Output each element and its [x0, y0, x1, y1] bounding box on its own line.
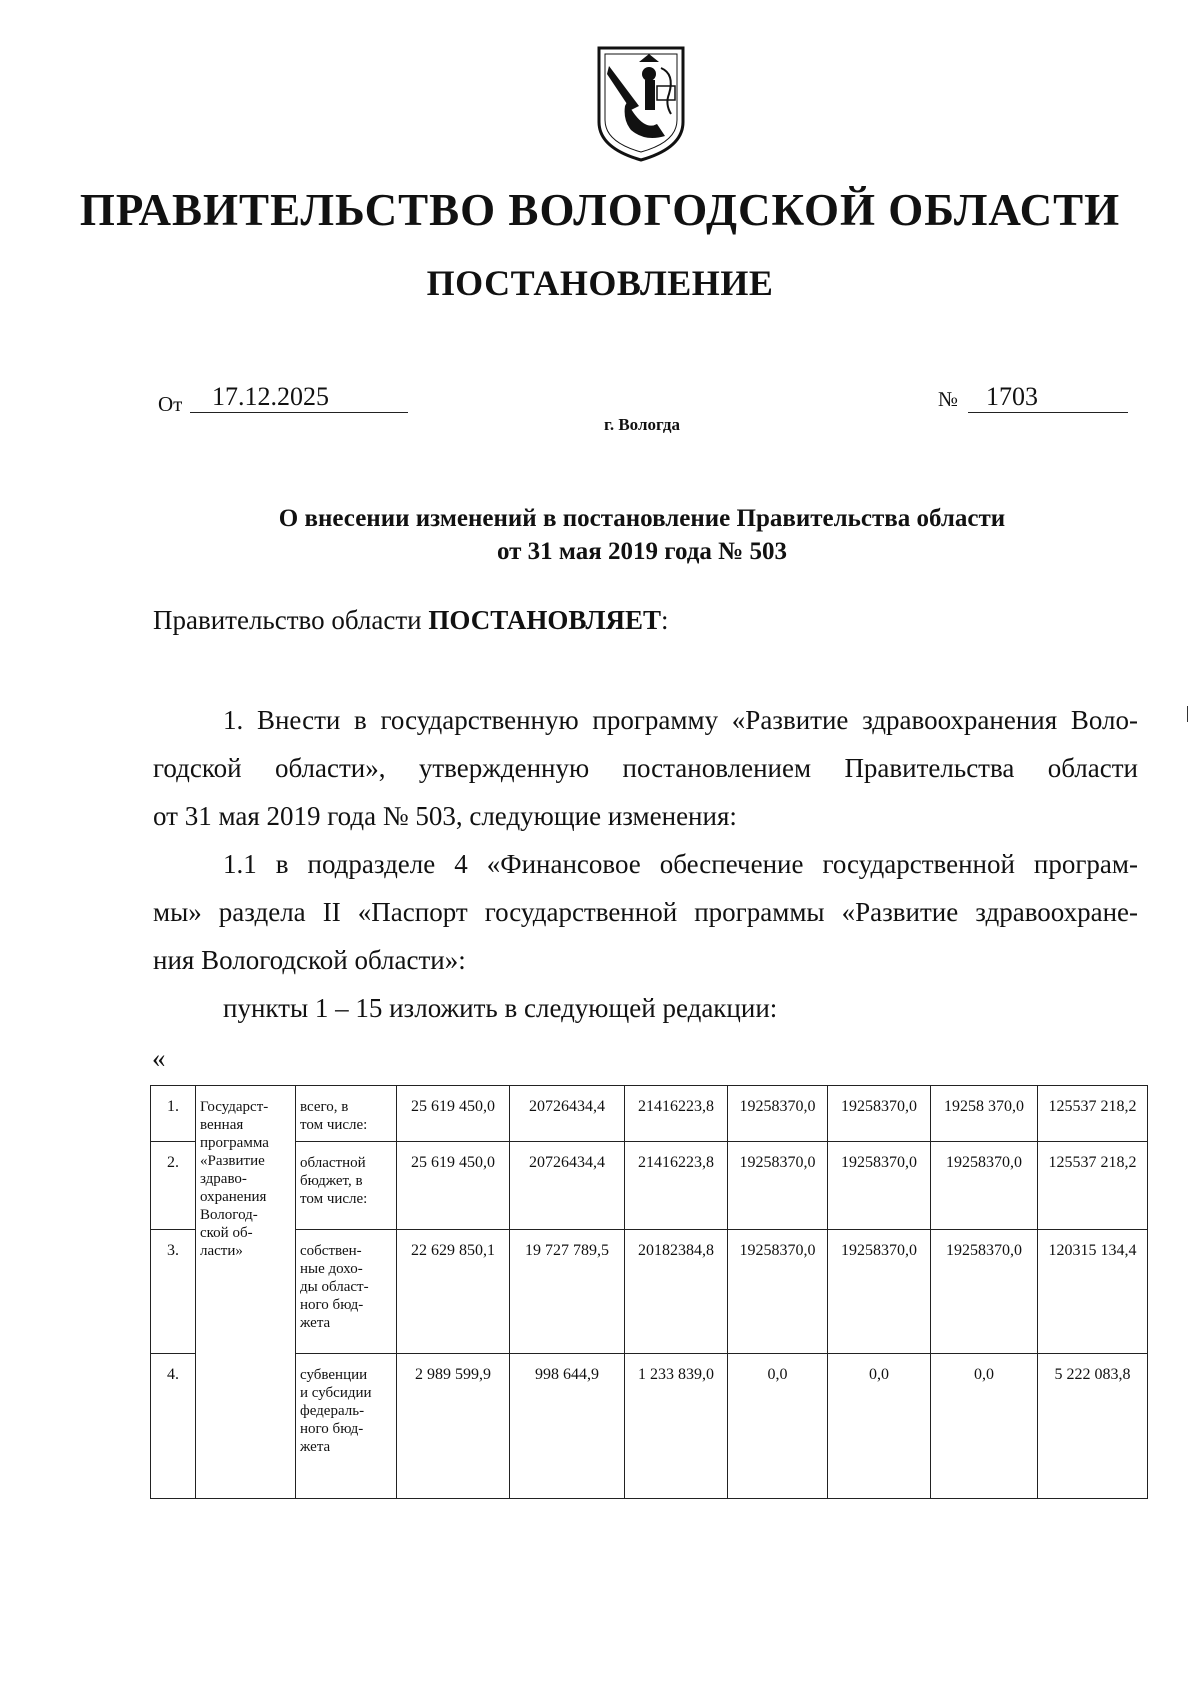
scan-edge-mark: [1187, 706, 1188, 722]
table-row: [151, 1354, 1148, 1499]
table-cell: 19258370,0: [728, 1230, 828, 1354]
table-cell: 21416223,8: [625, 1086, 728, 1142]
government-title: ПРАВИТЕЛЬСТВО ВОЛОГОДСКОЙ ОБЛАСТИ: [79, 185, 1121, 235]
table-row: [151, 1230, 1148, 1354]
table-cell: 25 619 450,0: [397, 1142, 510, 1230]
table-cell: 125537 218,2: [1038, 1142, 1148, 1230]
date-prefix: От: [158, 392, 183, 416]
table-cell: 2 989 599,9: [397, 1354, 510, 1499]
table-cell: 22 629 850,1: [397, 1230, 510, 1354]
document-subject: [0, 502, 1200, 568]
table-cell: 0,0: [828, 1354, 931, 1499]
paragraph-3: пункты 1 – 15 изложить в следующей редакции:: [223, 993, 778, 1023]
funding-source: субвенции и субсидии федераль- ного бюд- жета: [296, 1354, 397, 1499]
table-cell: 20726434,4: [510, 1142, 625, 1230]
table-cell: 19258370,0: [828, 1230, 931, 1354]
document-date: 17.12.2025: [190, 382, 408, 413]
table-cell: 19258 370,0: [931, 1086, 1038, 1142]
program-name: Государст- венная программа «Развитие здраво- охранения Вологод- ской об- ласти»: [196, 1086, 296, 1499]
table-cell: 19258370,0: [828, 1142, 931, 1230]
document-type: ПОСТАНОВЛЕНИЕ: [426, 263, 774, 303]
decree-prefix: Правительство области: [153, 605, 429, 635]
decree-word: ПОСТАНОВЛЯЕТ: [428, 605, 661, 635]
table-cell: 0,0: [728, 1354, 828, 1499]
table-cell: 120315 134,4: [1038, 1230, 1148, 1354]
table-cell: 25 619 450,0: [397, 1086, 510, 1142]
paragraph-1-line-2: годской области», утвержденную постановлением Правительства области: [153, 753, 1138, 783]
funding-source: областной бюджет, в том числе:: [296, 1142, 397, 1230]
document-number: 1703: [968, 382, 1128, 413]
paragraph-2-line-1: 1.1 в подразделе 4 «Финансовое обеспечение государственной програм-: [223, 849, 1138, 879]
table-cell: 19258370,0: [828, 1086, 931, 1142]
table-cell: 125537 218,2: [1038, 1086, 1148, 1142]
table-cell: 0,0: [931, 1354, 1038, 1499]
decree-suffix: :: [660, 605, 669, 635]
paragraph-2-line-3: ния Вологодской области»:: [153, 945, 466, 975]
table-cell: 20182384,8: [625, 1230, 728, 1354]
table-cell: 19258370,0: [728, 1142, 828, 1230]
table-cell: 21416223,8: [625, 1142, 728, 1230]
table-cell: 19258370,0: [931, 1142, 1038, 1230]
open-quote: «: [152, 1043, 166, 1073]
financing-table: [150, 1085, 1148, 1499]
coat-of-arms-emblem: [595, 44, 687, 164]
subject-line-2: от 31 мая 2019 года № 503: [496, 538, 788, 565]
table-cell: 998 644,9: [510, 1354, 625, 1499]
row-number: 3.: [151, 1230, 196, 1354]
table-cell: 1 233 839,0: [625, 1354, 728, 1499]
table-row: [151, 1086, 1148, 1142]
row-number: 1.: [151, 1086, 196, 1142]
row-number: 4.: [151, 1354, 196, 1499]
paragraph-1-line-3: от 31 мая 2019 года № 503, следующие изменения:: [153, 801, 737, 831]
city: г. Вологда: [604, 415, 680, 434]
table-cell: 19258370,0: [728, 1086, 828, 1142]
subject-line-1: О внесении изменений в постановление Правительства области: [278, 505, 1006, 532]
paragraph-1-line-1: 1. Внести в государственную программу «Развитие здравоохранения Воло-: [223, 705, 1138, 735]
decree-statement: [153, 605, 669, 636]
table-cell: 5 222 083,8: [1038, 1354, 1148, 1499]
row-number: 2.: [151, 1142, 196, 1230]
number-label: №: [938, 387, 959, 411]
table-cell: 19258370,0: [931, 1230, 1038, 1354]
funding-source: собствен- ные дохо- ды област- ного бюд- жета: [296, 1230, 397, 1354]
table-cell: 20726434,4: [510, 1086, 625, 1142]
table-cell: 19 727 789,5: [510, 1230, 625, 1354]
funding-source: всего, в том числе:: [296, 1086, 397, 1142]
table-row: [151, 1142, 1148, 1230]
paragraph-2-line-2: мы» раздела II «Паспорт государственной программы «Развитие здравоохране-: [153, 897, 1138, 927]
